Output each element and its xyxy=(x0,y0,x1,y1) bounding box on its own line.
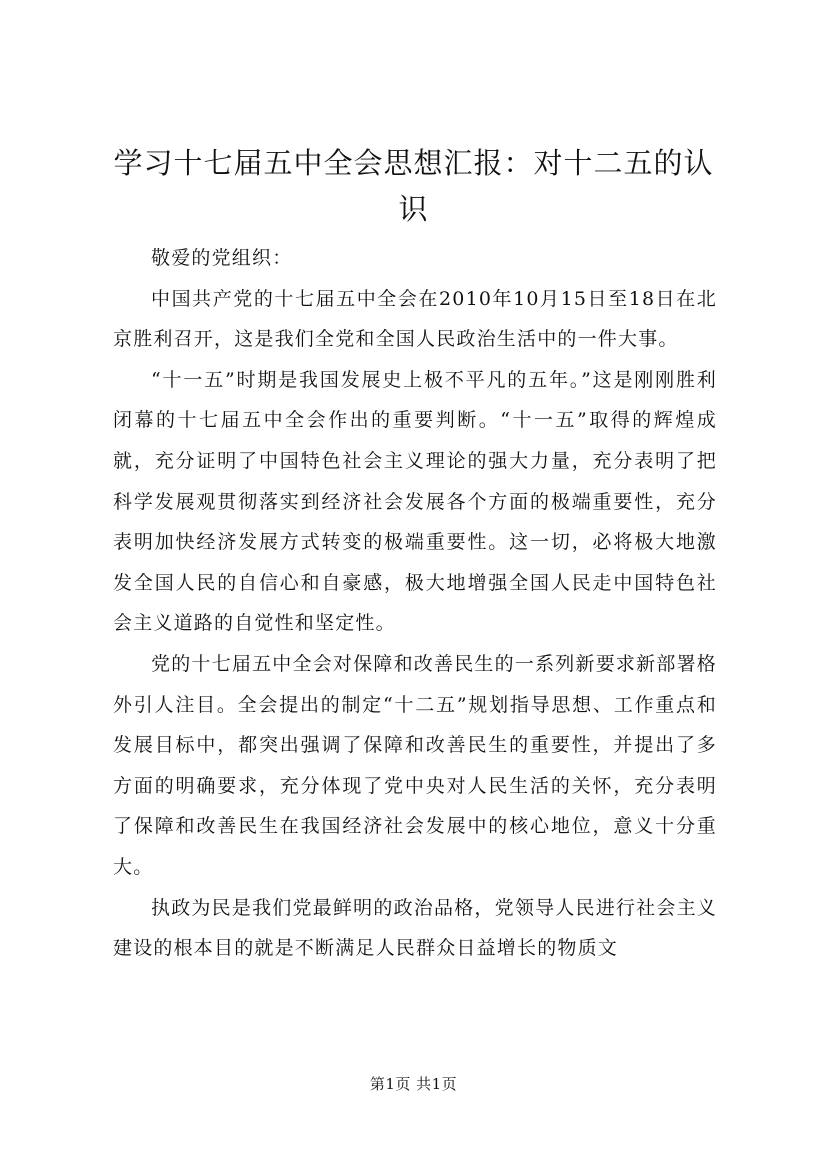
paragraph-1: 中国共产党的十七届五中全会在2010年10月15日至18日在北京胜利召开，这是我们全党和全国人民政治生活中的一件大事。 xyxy=(113,287,717,351)
document-title: 学习十七届五中全会思想汇报：对十二五的认识 xyxy=(113,146,714,226)
salutation: 敬爱的党组织： xyxy=(151,247,293,269)
page-footer: 第1页 共1页 xyxy=(369,1075,458,1093)
paragraph-2: “十一五”时期是我国发展史上极不平凡的五年。”这是刚刚胜利闭幕的十七届五中全会作出的重要判断。“十一五”取得的辉煌成就，充分证明了中国特色社会主义理论的强大力量，充分表明了把科学发展观贯彻落实到经济社会发展各个方面的极端重要性，充分表明加快经济发展方式转变的极端重要性。这一切，必将极大地激发全国人民的自信心和自豪感，极大地增强全国人民走中国特色社会主义道路的自觉性和坚定性。 xyxy=(113,368,717,635)
paragraph-3: 党的十七届五中全会对保障和改善民生的一系列新要求新部署格外引人注目。全会提出的制定“十二五”规划指导思想、工作重点和发展目标中，都突出强调了保障和改善民生的重要性，并提出了多方面的明确要求，充分体现了党中央对人民生活的关怀，充分表明了保障和改善民生在我国经济社会发展中的核心地位，意义十分重大。 xyxy=(113,652,717,878)
paragraph-4: 执政为民是我们党最鲜明的政治品格，党领导人民进行社会主义建设的根本目的就是不断满足人民群众日益增长的物质文 xyxy=(113,896,717,960)
document-body xyxy=(113,238,717,969)
